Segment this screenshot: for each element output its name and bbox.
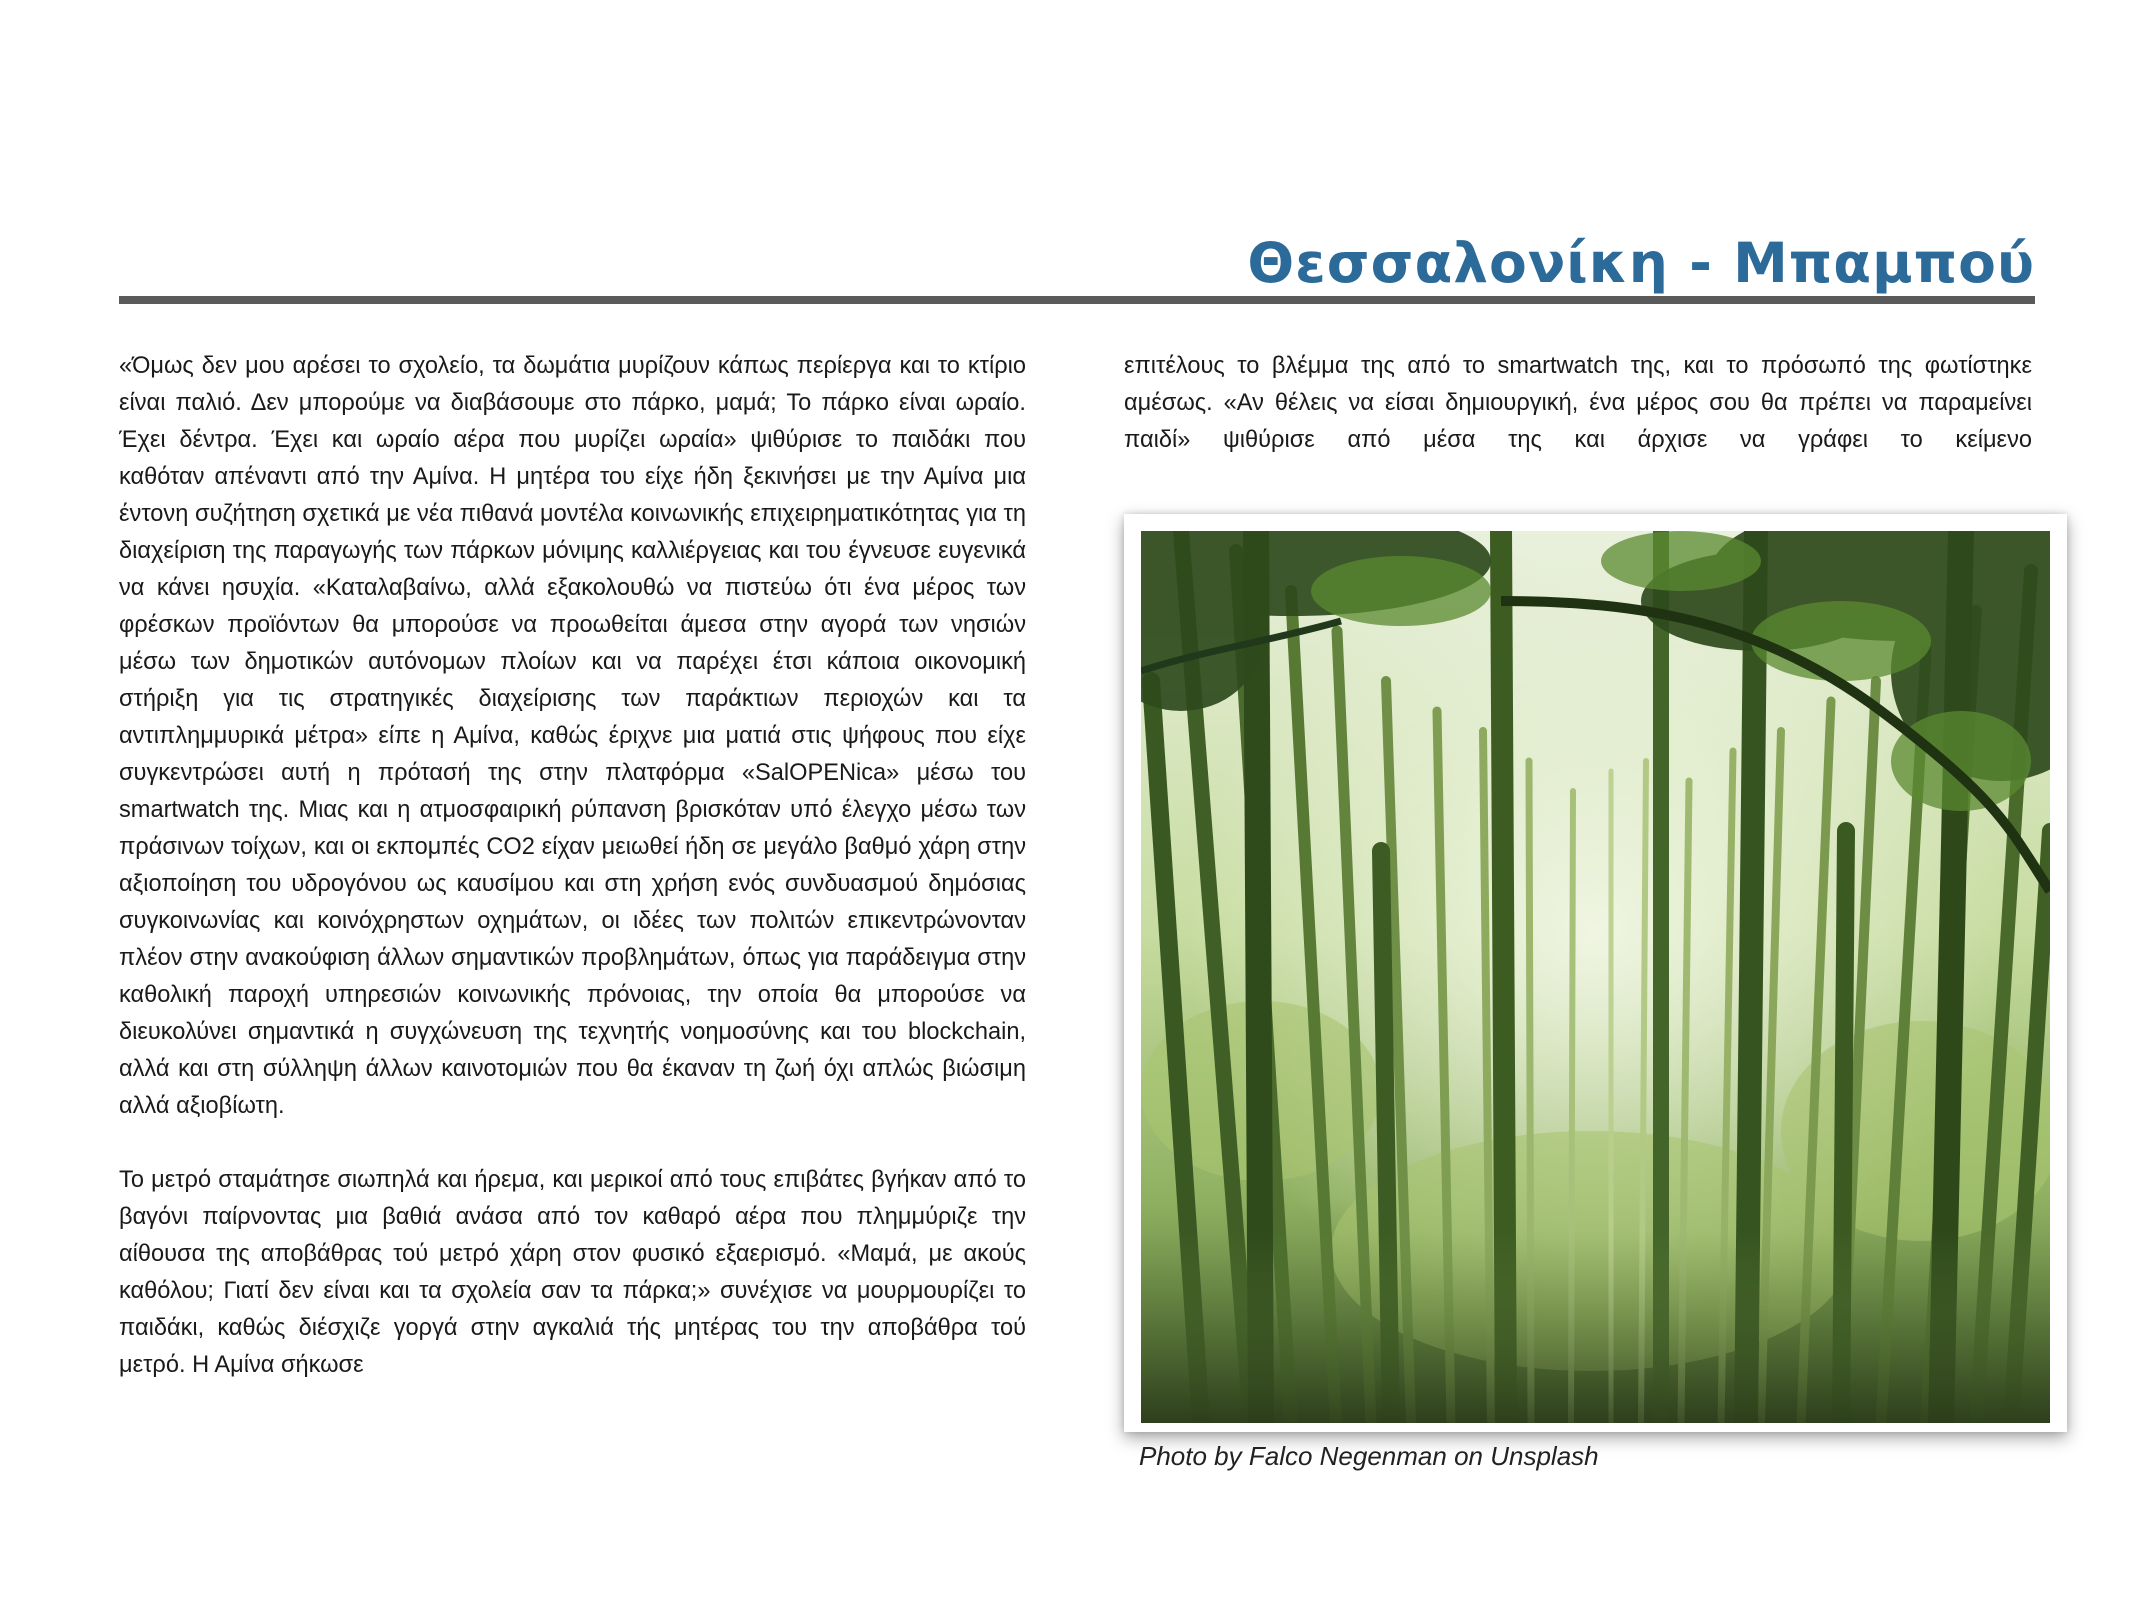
photo-caption: Photo by Falco Negenman on Unsplash [1139, 1441, 1599, 1471]
article-paragraph-2: Το μετρό σταμάτησε σιωπηλά και ήρεμα, και μερικοί από τους επιβάτες βγήκαν από το βαγόνι παίρνοντας μια βαθιά ανάσα από τον καθαρό αέρα που πλημμύριζε την αίθουσα της αποβάθρας τού μετρό χάρη στον φυσικό εξαερισμό. «Μαμά, με ακούς καθόλου; Γιατί δεν είναι και τα σχολεία σαν τα πάρκα;» συνέχισε να μουρμουρίζει το παιδάκι, καθώς διέσχιζε γοργά στην αγκαλιά τής μητέρας του την αποβάθρα τού μετρό. Η Αμίνα σήκωσε [119, 1167, 1026, 1378]
photo-frame [1124, 514, 2067, 1432]
article-right-column [1124, 348, 2032, 459]
article-paragraph-1: «Όμως δεν μου αρέσει το σχολείο, τα δωμάτια μυρίζουν κάπως περίεργα και το κτίριο είναι παλιό. Δεν μπορούμε να διαβάσουμε στο πάρκο, μαμά; Το πάρκο είναι ωραίο. Έχει δέντρα. Έχει και ωραίο αέρα που μυρίζει ωραία» ψιθύρισε το παιδάκι που καθόταν απέναντι από την Αμίνα. Η μητέρα του είχε ήδη ξεκινήσει με την Αμίνα μια έντονη συζήτηση σχετικά με νέα πιθανά μοντέλα κοινωνικής επιχειρηματικότητας για τη διαχείριση της παραγωγής των πάρκων μόνιμης καλλιέργειας και του έγνευσε ευγενικά να κάνει ησυχία. «Καταλαβαίνω, αλλά εξακολουθώ να πιστεύω ότι ένα μέρος των φρέσκων προϊόντων θα μπορούσε να προωθείται άμεσα στην αγορά των νησιών μέσω των δημοτικών αυτόνομων πλοίων και να παρέχει έτσι κάποια οικονομική στήριξη για τις στρατηγικές διαχείρισης των παράκτιων περιοχών και τα αντιπλημμυρικά μέτρα» είπε η Αμίνα, καθώς έριχνε μια ματιά στις ψήφους που είχε συγκεντρώσει αυτή η πρότασή της στην πλατφόρμα «SalOPENica» μέσω του smartwatch της. Μιας και η ατμοσφαιρική ρύπανση βρισκόταν υπό έλεγχο μέσω των πράσινων τοίχων, και οι εκπομπές CO2 είχαν μειωθεί ήδη σε μεγάλο βαθμό χάρη στην αξιοποίηση του υδρογόνου ως καυσίμου και στη χρήση ενός συνδυασμού δημόσιας συγκοινωνίας και κοινόχρηστων οχημάτων, οι ιδέες των πολιτών επικεντρώνονταν πλέον στην ανακούφιση άλλων σημαντικών προβλημάτων, όπως για παράδειγμα στην καθολική παροχή υπηρεσιών κοινωνικής πρόνοιας, την οποία θα μπορούσε να διευκολύνει σημαντικά η συγχώνευση της τεχνητής νοημοσύνης και του blockchain, αλλά και στη σύλληψη άλλων καινοτομιών που θα έκαναν τη ζωή όχι απλώς βιώσιμη αλλά αξιοβίωτη. [119, 353, 1026, 1119]
article-paragraph-3: επιτέλους το βλέμμα της από το smartwatch της, και το πρόσωπό της φωτίστηκε αμέσως. «Αν θέλεις να είσαι δημιουργική, ένα μέρος σου θα πρέπει να παραμείνει παιδί» ψιθύρισε από μέσα της και άρχισε να γράφει το κείμενο [1124, 353, 2032, 453]
page-title: Θεσσαλονίκη - Μπαμπού [1247, 231, 2035, 295]
article-left-column [119, 348, 1026, 1384]
bamboo-forest-photo [1141, 531, 2050, 1423]
title-divider [119, 296, 2035, 304]
